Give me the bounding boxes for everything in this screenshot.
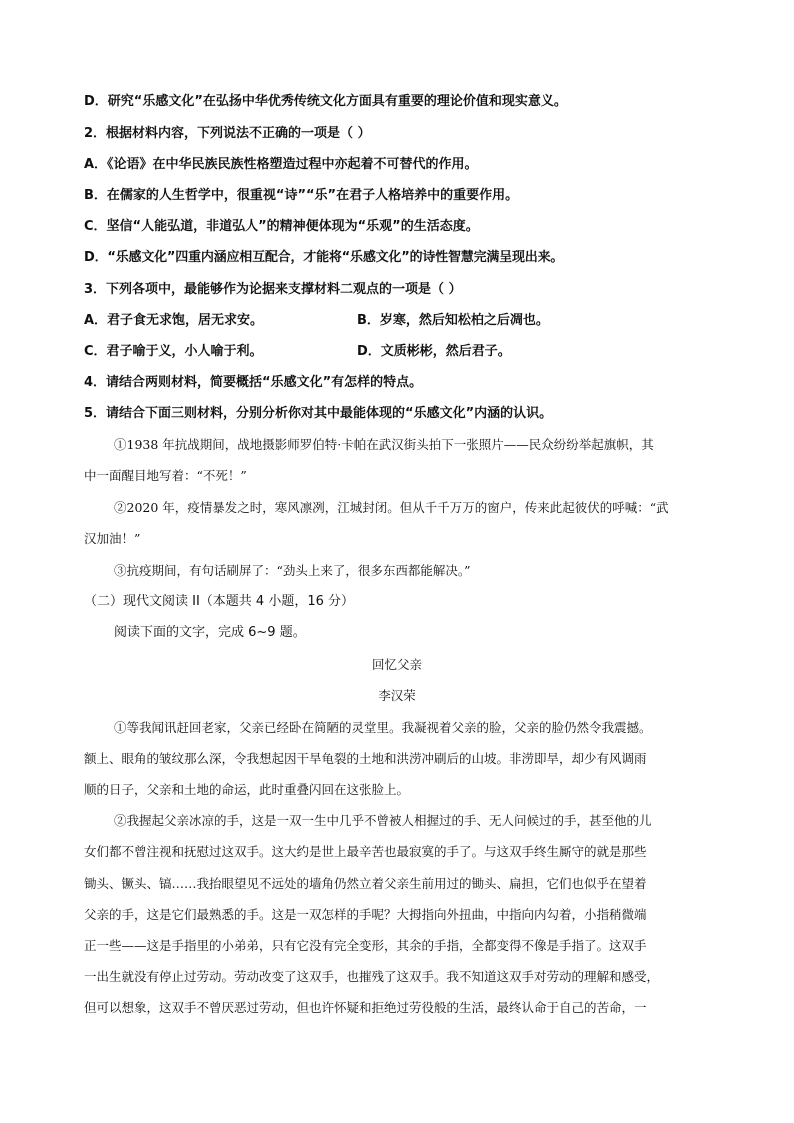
question-3-option-a: A．君子食无求饱，居无求安。 bbox=[84, 313, 264, 328]
passage-line: 额上、眼角的皱纹那么深，令我想起因干旱龟裂的土地和洪涝冲刷后的山坡。非涝即旱，却少有风调雨 bbox=[84, 751, 647, 766]
material-2-line-2: 汉加油！” bbox=[84, 531, 141, 546]
material-3: ③抗疫期间，有句话刷屏了：“劲头上来了，很多东西都能解决。” bbox=[114, 563, 471, 578]
passage-line: 顺的日子，父亲和土地的命运，此时重叠闪回在这张脸上。 bbox=[84, 782, 410, 797]
passage-title: 回忆父亲 bbox=[371, 657, 422, 672]
material-2-line-1: ②2020 年，疫情暴发之时，寒风凛冽，江城封闭。但从千千万万的窗户，传来此起彼伏的呼喊：“武 bbox=[114, 500, 669, 515]
material-1-line-2: 中一面醒目地写着：“不死！” bbox=[84, 468, 247, 483]
question-2-option-a: A．《论语》在中华民族民族性格塑造过程中亦起着不可替代的作用。 bbox=[84, 157, 478, 172]
passage-line: 正一些——这是手指里的小弟弟，只有它没有完全变形，其余的手指，全都变得不像是手指了。这双手 bbox=[84, 938, 647, 953]
question-3-option-d: D．文质彬彬，然后君子。 bbox=[357, 344, 511, 359]
question-3-option-b: B．岁寒，然后知松柏之后凋也。 bbox=[357, 313, 549, 328]
passage-line: 女们都不曾注视和抚慰过这双手。这大约是世上最辛苦也最寂寞的手了。与这双手终生厮守的就是那些 bbox=[84, 844, 647, 859]
question-2-option-b: B．在儒家的人生哲学中，很重视“诗”“乐”在君子人格培养中的重要作用。 bbox=[84, 188, 519, 203]
question-2-stem: 2．根据材料内容，下列说法不正确的一项是（ ） bbox=[84, 126, 371, 141]
question-5-stem: 5．请结合下面三则材料，分别分析你对其中最能体现的“乐感文化”内涵的认识。 bbox=[84, 406, 553, 421]
q1-option-d: D．研究“乐感文化”在弘扬中华优秀传统文化方面具有重要的理论价值和现实意义。 bbox=[84, 94, 567, 109]
passage-line: ②我握起父亲冰凉的手，这是一双一生中几乎不曾被人相握过的手、无人问候过的手，甚至他的儿 bbox=[114, 813, 652, 828]
section-2-instruction: 阅读下面的文字，完成 6~9 题。 bbox=[114, 625, 306, 640]
material-1-line-1: ①1938 年抗战期间，战地摄影师罗伯特·卡帕在武汉街头拍下一张照片——民众纷纷举起旗帜，其 bbox=[114, 437, 654, 452]
passage-author: 李汉荣 bbox=[378, 688, 416, 703]
section-2-heading: （二）现代文阅读 II（本题共 4 小题，16 分） bbox=[84, 594, 355, 609]
question-4-stem: 4．请结合两则材料，简要概括“乐感文化”有怎样的特点。 bbox=[84, 375, 423, 390]
question-3-stem: 3．下列各项中，最能够作为论据来支撑材料二观点的一项是（ ） bbox=[84, 282, 462, 297]
question-2-option-d: D．“乐感文化”四重内涵应相互配合，才能将“乐感文化”的诗性智慧完满呈现出来。 bbox=[84, 250, 564, 265]
passage-line: 一出生就没有停止过劳动。劳动改变了这双手，也摧残了这双手。我不知道这双手对劳动的理解和感受， bbox=[84, 969, 660, 984]
question-3-option-c: C．君子喻于义，小人喻于利。 bbox=[84, 344, 263, 359]
passage-line: ①等我闻讯赶回老家，父亲已经卧在简陋的灵堂里。我凝视着父亲的脸，父亲的脸仍然令我震撼。 bbox=[114, 720, 652, 735]
question-2-option-c: C．坚信“人能弘道，非道弘人”的精神便体现为“乐观”的生活态度。 bbox=[84, 219, 479, 234]
passage-line: 锄头、镢头、镐……我抬眼望见不远处的墙角仍然立着父亲生前用过的锄头、扁担，它们也似乎在望着 bbox=[84, 876, 647, 891]
passage-line: 但可以想象，这双手不曾厌恶过劳动，但也许怀疑和拒绝过劳役般的生活，最终认命于自己的苦命，一 bbox=[84, 1000, 647, 1015]
passage-line: 父亲的手，这是它们最熟悉的手。这是一双怎样的手呢？大拇指向外扭曲，中指向内勾着，小指稍微端 bbox=[84, 907, 647, 922]
